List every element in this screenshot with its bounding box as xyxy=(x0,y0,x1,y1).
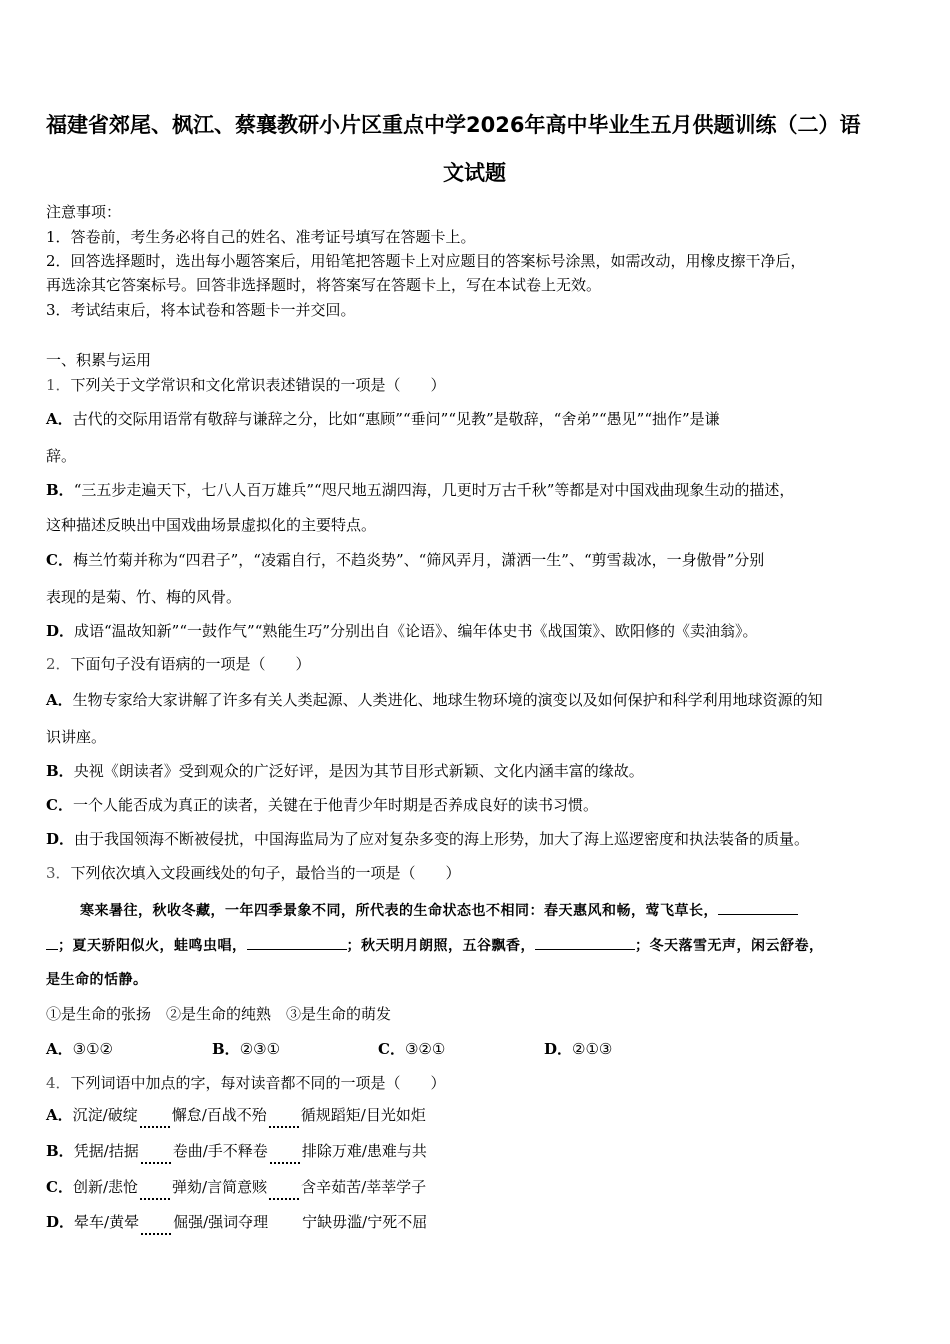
passage-text: ；秋天明月朗照，五谷飘香， xyxy=(346,938,535,954)
notice-heading: 注意事项： xyxy=(46,203,122,221)
option-label: C． xyxy=(46,551,73,569)
option-text: ②③① xyxy=(239,1040,281,1058)
emphasis-dots xyxy=(141,1152,171,1164)
q3-choice-a xyxy=(46,1039,212,1059)
q1-option-b xyxy=(46,480,794,500)
notice-item: 再选涂其它答案标号。回答非选择题时，将答案写在答题卡上，写在本试卷上无效。 xyxy=(46,276,602,294)
question-number: 4． xyxy=(46,1074,71,1092)
option-label: A． xyxy=(46,691,73,709)
q2-option-c xyxy=(46,795,598,815)
option-label: D． xyxy=(46,622,75,640)
option-label: A． xyxy=(46,1040,73,1058)
emphasis-dots xyxy=(140,1188,170,1200)
option-text: 梅兰竹菊并称为“四君子”，“凌霜自行，不趋炎势”、“筛风弄月，潇洒一生”、“剪雪裁冰，一身傲骨”分别 xyxy=(72,551,765,569)
question-4-stem xyxy=(46,1073,446,1093)
option-label: A． xyxy=(46,1106,73,1124)
option-label: B． xyxy=(212,1040,240,1058)
option-label: C． xyxy=(46,796,73,814)
emphasis-dots xyxy=(269,1188,299,1200)
question-number: 3． xyxy=(46,864,71,882)
q3-choice-c xyxy=(378,1039,544,1059)
q1-option-c-cont: 表现的是菊、竹、梅的风骨。 xyxy=(46,588,242,606)
option-label: B． xyxy=(46,762,74,780)
option-text: ②①③ xyxy=(572,1040,613,1058)
passage-text: ；冬天落雪无声，闲云舒卷， xyxy=(635,938,824,954)
q4-option-b xyxy=(46,1141,427,1164)
q2-option-d xyxy=(46,829,809,849)
word-pair: 循规蹈矩/目光如炬 xyxy=(300,1106,426,1124)
spacer xyxy=(270,1225,300,1235)
question-text: 下列关于文学常识和文化常识表述错误的一项是（ ） xyxy=(70,376,446,394)
option-label: C． xyxy=(378,1040,405,1058)
notice-item: 1．答卷前，考生务必将自己的姓名、准考证号填写在答题卡上。 xyxy=(46,228,476,246)
q1-option-c xyxy=(46,550,764,570)
passage-text: ；夏天骄阳似火，蛙鸣虫唱， xyxy=(58,938,247,954)
word-pair: 晕车/黄晕 xyxy=(74,1213,140,1231)
option-text: 一个人能否成为真正的读者，关键在于他青少年时期是否养成良好的读书习惯。 xyxy=(72,796,598,814)
fill-blank xyxy=(718,900,798,915)
word-pair: 凭据/拮据 xyxy=(73,1142,139,1160)
fill-blank xyxy=(46,935,58,950)
word-pair: 宁缺毋滥/宁死不屈 xyxy=(302,1213,428,1231)
q2-option-a-cont: 识讲座。 xyxy=(46,728,107,746)
notice-item: 2．回答选择题时，选出每小题答案后，用铅笔把答题卡上对应题目的答案标号涂黑，如需改动，用橡皮擦干净后， xyxy=(46,252,806,270)
q1-option-b-cont: 这种描述反映出中国戏曲场景虚拟化的主要特点。 xyxy=(46,516,377,534)
option-text: 由于我国领海不断被侵扰，中国海监局为了应对复杂多变的海上形势，加大了海上巡逻密度和执法装备的质量。 xyxy=(74,830,810,848)
question-text: 下列依次填入文段画线处的句子，最恰当的一项是（ ） xyxy=(70,864,461,882)
option-text: 古代的交际用语常有敬辞与谦辞之分，比如“惠顾”“垂问”“见教”是敬辞，“舍弟”“愚见”“拙作”是谦 xyxy=(72,410,720,428)
question-1-stem xyxy=(46,375,446,395)
q3-passage-line3: 是生命的恬静。 xyxy=(46,972,148,988)
option-label: A． xyxy=(46,410,73,428)
q2-option-a xyxy=(46,690,823,710)
q3-choices xyxy=(46,1039,612,1059)
fill-blank xyxy=(247,935,347,950)
word-pair: 懈怠/百战不殆 xyxy=(171,1106,267,1124)
doc-title-line1: 福建省郊尾、枫江、蔡襄教研小片区重点中学2026年高中毕业生五月供题训练（二）语 xyxy=(46,113,861,137)
option-label: D． xyxy=(46,830,75,848)
word-pair: 倔强/强词夺理 xyxy=(173,1213,269,1231)
option-text: ③①② xyxy=(72,1040,113,1058)
q3-items: ①是生命的张扬 ②是生命的纯熟 ③是生命的萌发 xyxy=(46,1005,392,1023)
option-text: 成语“温故知新”“一鼓作气”“熟能生巧”分别出自《论语》、编年体史书《战国策》、欧阳修的《卖油翁》。 xyxy=(74,622,758,640)
q4-option-c xyxy=(46,1177,426,1200)
q3-passage-line2 xyxy=(46,935,824,956)
option-text: “三五步走遍天下，七八人百万雄兵”“咫尺地五湖四海，几更时万古千秋”等都是对中国戏曲现象生动的描述， xyxy=(73,481,795,499)
emphasis-dots xyxy=(140,1116,170,1128)
question-text: 下面句子没有语病的一项是（ ） xyxy=(70,655,311,673)
option-label: D． xyxy=(544,1040,573,1058)
option-text: 生物专家给大家讲解了许多有关人类起源、人类进化、地球生物环境的演变以及如何保护和科学利用地球资源的知 xyxy=(72,691,823,709)
question-text: 下列词语中加点的字，每对读音都不同的一项是（ ） xyxy=(70,1074,446,1092)
passage-text: 寒来暑往，秋收冬藏，一年四季景象不同，所代表的生命状态也不相同：春天惠风和畅，莺飞草长， xyxy=(80,903,718,919)
option-label: D． xyxy=(46,1213,75,1231)
q3-choice-b xyxy=(212,1039,378,1059)
question-2-stem xyxy=(46,654,311,674)
option-text: ③②① xyxy=(404,1040,446,1058)
word-pair: 排除万难/患难与共 xyxy=(301,1142,427,1160)
q1-option-d xyxy=(46,621,758,641)
word-pair: 沉淀/破绽 xyxy=(72,1106,138,1124)
option-text: 央视《朗读者》受到观众的广泛好评，是因为其节目形式新颖、文化内涵丰富的缘故。 xyxy=(73,762,644,780)
emphasis-dots xyxy=(141,1223,171,1235)
q2-option-b xyxy=(46,761,644,781)
option-label: C． xyxy=(46,1178,73,1196)
emphasis-dots xyxy=(269,1116,299,1128)
emphasis-dots xyxy=(270,1152,300,1164)
question-number: 1． xyxy=(46,376,71,394)
q4-option-a xyxy=(46,1105,426,1128)
section-heading: 一、积累与运用 xyxy=(46,351,152,369)
q3-passage-line1 xyxy=(80,900,798,921)
word-pair: 含辛茹苦/莘莘学子 xyxy=(301,1178,427,1196)
q4-option-d xyxy=(46,1212,427,1235)
doc-title-line2: 文试题 xyxy=(443,161,506,185)
question-number: 2． xyxy=(46,655,71,673)
option-label: B． xyxy=(46,1142,74,1160)
fill-blank xyxy=(535,935,635,950)
word-pair: 创新/悲怆 xyxy=(72,1178,139,1196)
word-pair: 卷曲/手不释卷 xyxy=(172,1142,268,1160)
q1-option-a xyxy=(46,409,720,429)
notice-item: 3．考试结束后，将本试卷和答题卡一并交回。 xyxy=(46,301,356,319)
option-label: B． xyxy=(46,481,74,499)
q1-option-a-cont: 辞。 xyxy=(46,447,77,465)
question-3-stem xyxy=(46,863,461,883)
q3-choice-d xyxy=(544,1039,612,1059)
word-pair: 弹劾/言简意赅 xyxy=(172,1178,268,1196)
